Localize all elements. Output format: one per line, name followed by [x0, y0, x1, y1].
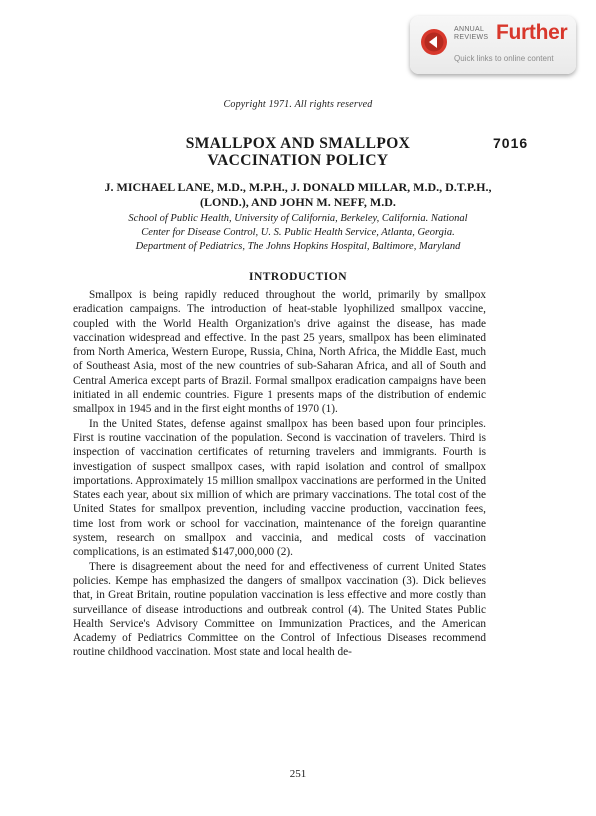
affiliation-line: School of Public Health, University of California, Berkeley, California. National	[128, 213, 468, 224]
further-links-badge[interactable]	[410, 16, 576, 74]
affiliation-block	[66, 212, 530, 254]
title-line: SMALLPOX AND SMALLPOX	[185, 135, 411, 152]
annual-reviews-brand: ANNUAL REVIEWS	[454, 26, 489, 41]
section-heading: INTRODUCTION	[248, 271, 347, 283]
title-line: VACCINATION POLICY	[207, 152, 389, 169]
further-title: Further	[496, 21, 568, 44]
body-text	[73, 288, 486, 660]
article-number: 7016	[493, 135, 529, 151]
author-line: (LOND.), AND JOHN M. NEFF, M.D.	[200, 195, 396, 209]
body-paragraph: There is disagreement about the need for and effectiveness of current United States policies. Kempe has emphasized the dangers of smallpox vaccination (3). Dick believes that, in Great Britain, routine population vaccination is less effective and more costly than surveillance of disease introductions and outbreak control (4). The United States Public Health Service's Advisory Committee on Immunization Practices, and the American Academy of Pediatrics Committee on the Control of Infectious Diseases recommend routine childhood vaccination. Most state and local health de-	[73, 560, 486, 659]
affiliation-line: Department of Pediatrics, The Johns Hopkins Hospital, Baltimore, Maryland	[135, 241, 461, 252]
further-tagline: Quick links to online content	[454, 54, 554, 63]
author-list	[60, 180, 536, 210]
affiliation-line: Center for Disease Control, U. S. Public Health Service, Atlanta, Georgia.	[141, 227, 455, 238]
copyright-notice: Copyright 1971. All rights reserved	[223, 99, 373, 110]
body-paragraph: In the United States, defense against smallpox has been based upon four principles. First is routine vaccination of the population. Second is vaccination of travelers. Third is inspection of vaccination certificates of returning travelers and immigrants. Fourth is investigation of suspect smallpox cases, with rapid isolation and control of smallpox importations. Approximately 15 million smallpox vaccinations are performed in the United States each year, about six million of which are primary vaccinations. The total cost of the United States for smallpox prevention, including vaccine production, vaccination fees, time lost from work or school for vaccination, maintenance of the foreign quarantine system, research on smallpox and vaccinia, and medical costs of vaccination complications, is an estimated $147,000,000 (2).	[73, 417, 486, 559]
author-line: J. MICHAEL LANE, M.D., M.P.H., J. DONALD MILLAR, M.D., D.T.P.H.,	[104, 180, 492, 194]
page-number: 251	[289, 768, 307, 780]
back-arrow-circle-icon	[420, 28, 448, 56]
body-paragraph: Smallpox is being rapidly reduced throughout the world, primarily by smallpox eradication campaigns. The introduction of heat-stable lyophilized smallpox vaccine, coupled with the World Health Organization's drive against the disease, has made vaccination widespread and effective. In the past 25 years, smallpox has been eliminated from North America, Western Europe, Russia, China, North Africa, the Middle East, much of Southeast Asia, most of the new countries of sub-Saharan Africa, and all of South and Central America except parts of Brazil. Formal smallpox eradication campaigns have been initiated in all endemic countries. Figure 1 presents maps of the distribution of endemic smallpox in 1945 and in the first eight months of 1970 (1).	[73, 289, 486, 416]
